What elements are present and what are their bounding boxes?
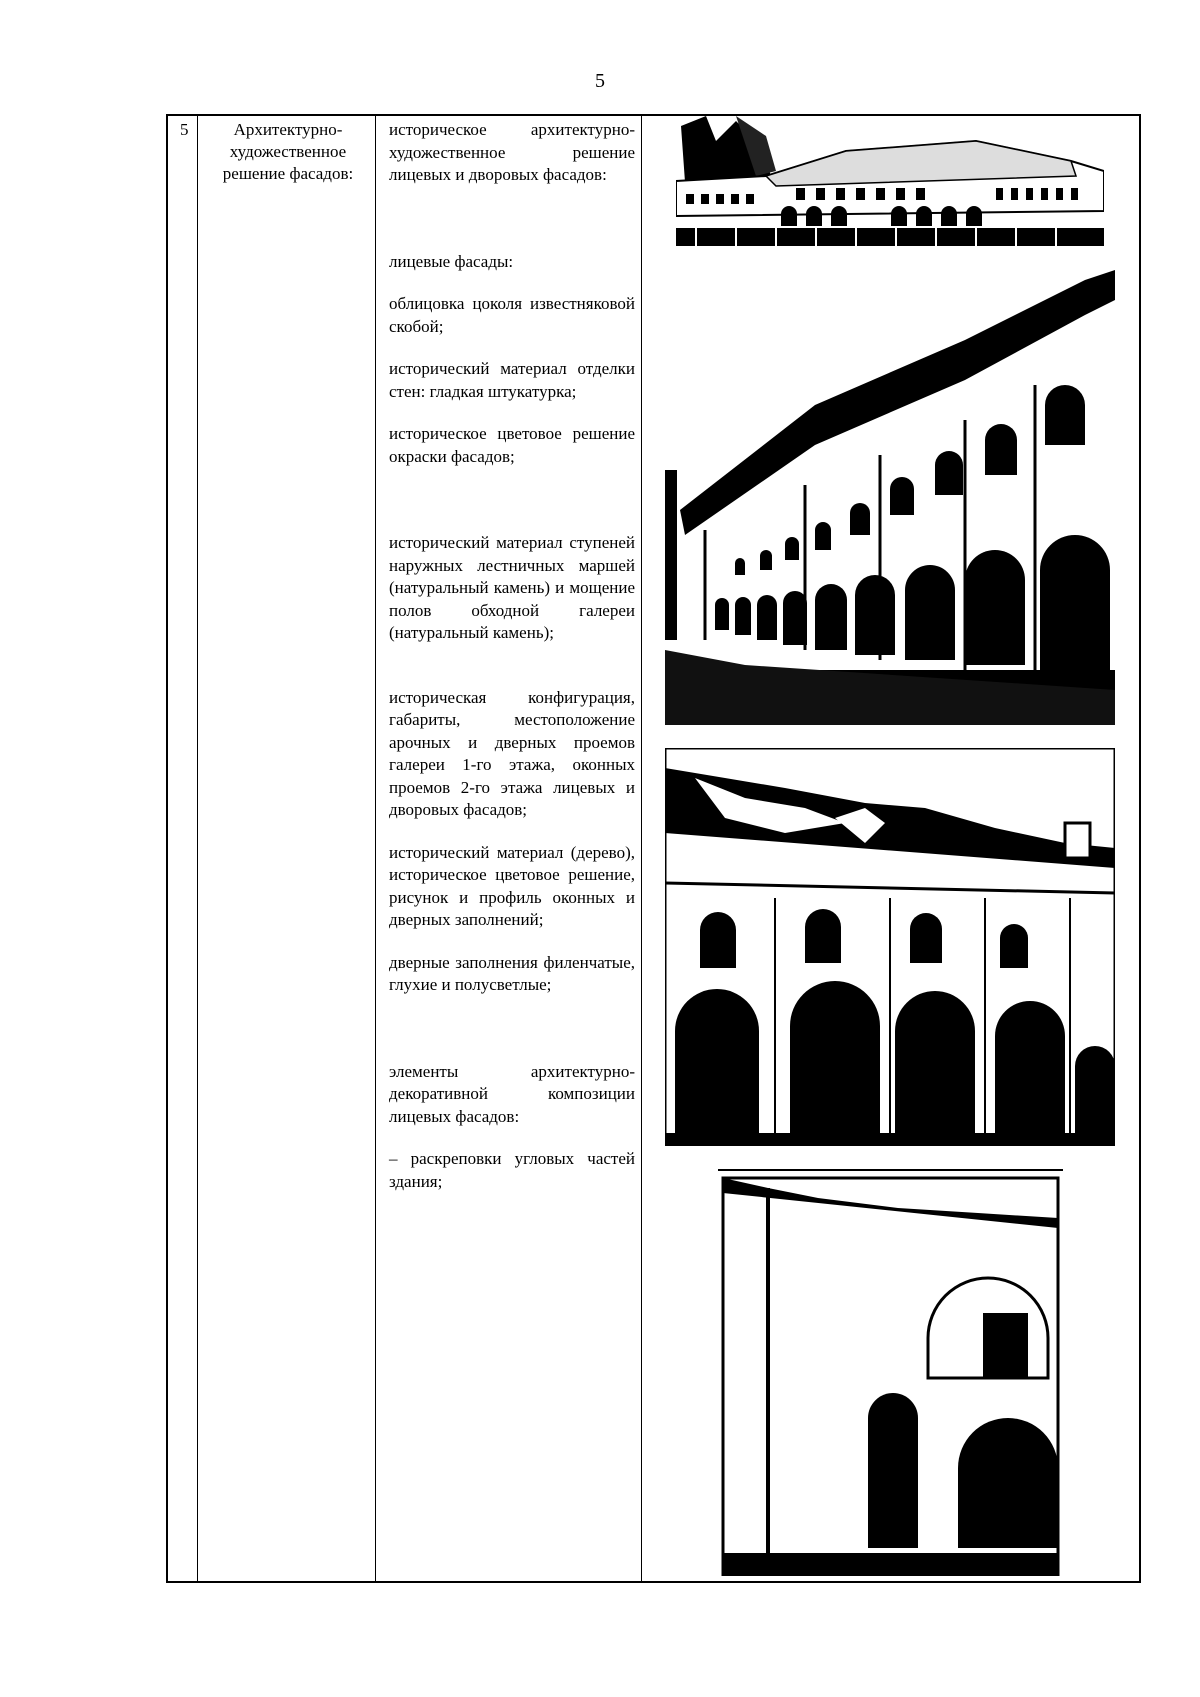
desc-item: исторический материал ступеней наружных лестничных маршей (натуральный камень) и мощение полов обходной галереи (натуральный камень);: [389, 533, 635, 642]
desc-item: – раскреповки угловых частей здания;: [389, 1149, 635, 1191]
desc-item: исторический материал (дерево), историческое цветовое решение, рисунок и профиль оконных и дверных заполнений;: [389, 842, 635, 929]
desc-item: элементы архитектурно-декоративной композиции лицевых фасадов:: [389, 1061, 635, 1126]
column-divider: [375, 116, 376, 1581]
description-column: [389, 119, 635, 1193]
desc-item: облицовка цоколя известняковой скобой;: [389, 294, 635, 336]
desc-item: исторический материал отделки стен: гладкая штукатурка;: [389, 359, 635, 401]
desc-item: дверные заполнения филенчатые, глухие и полусветлые;: [389, 952, 635, 994]
desc-item: историческое цветовое решение окраски фасадов;: [389, 424, 635, 466]
row-title: Архитектурно-художественное решение фасадов:: [222, 120, 354, 183]
desc-item: историческое архитектурно-художественное решение лицевых и дворовых фасадов:: [389, 120, 635, 184]
photo-facade-arcade-perspective: [665, 270, 1115, 725]
page-number: 5: [595, 70, 605, 92]
photo-facade-corner-detail: [718, 1168, 1063, 1576]
desc-item: лицевые фасады:: [389, 251, 514, 271]
photo-building-overview: [676, 116, 1104, 246]
column-divider: [641, 116, 642, 1581]
photo-facade-arcade-front: [665, 748, 1115, 1146]
row-number: 5: [180, 120, 189, 139]
desc-item: историческая конфигурация, габариты, местоположение арочных и дверных проемов галереи 1-го этажа, оконных проемов 2-го этажа лицевых и дворовых фасадов;: [389, 687, 635, 819]
column-divider: [197, 116, 198, 1581]
